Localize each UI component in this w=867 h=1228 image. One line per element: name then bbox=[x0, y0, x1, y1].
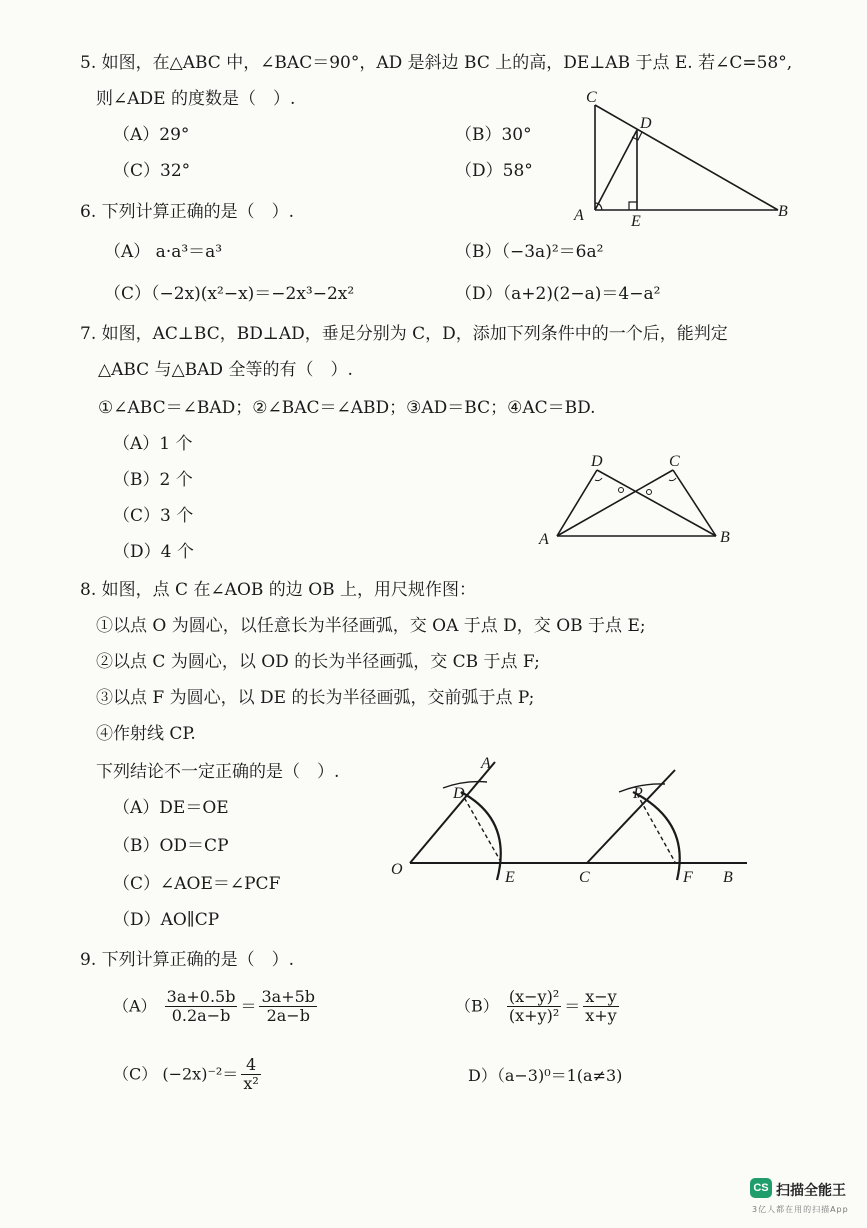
q9-b-tag: （B） bbox=[455, 996, 499, 1016]
q9-c-den: x² bbox=[243, 1074, 259, 1094]
q5-label-d: D bbox=[640, 115, 652, 132]
q9-b-num1: (x−y)² bbox=[508, 987, 560, 1006]
q9-a-num1: 3a+0.5b bbox=[166, 987, 236, 1006]
q8-construction-figure bbox=[385, 750, 755, 890]
q7-option-d[interactable]: （D）4 个 bbox=[113, 542, 194, 562]
q8-option-c[interactable]: （C）∠AOE＝∠PCF bbox=[113, 874, 281, 894]
q8-label-d: D bbox=[453, 785, 465, 802]
q8-step-2: ②以点 C 为圆心，以 OD 的长为半径画弧，交 CB 于点 F; bbox=[96, 652, 540, 672]
q7-conditions: ①∠ABC＝∠BAD；②∠BAC＝∠ABD；③AD＝BC；④AC＝BD. bbox=[98, 398, 596, 418]
q5-label-c: C bbox=[586, 89, 597, 106]
q5-option-a[interactable]: （A）29° bbox=[113, 125, 190, 145]
q5-triangle-figure bbox=[560, 80, 800, 230]
q9-a-fraction-left bbox=[165, 988, 238, 1026]
q8-label-o: O bbox=[391, 861, 403, 878]
q7-stem-line2: △ABC 与△BAD 全等的有（ ）. bbox=[98, 360, 353, 380]
q9-option-b[interactable] bbox=[455, 988, 622, 1026]
q5-option-b[interactable]: （B）30° bbox=[455, 125, 532, 145]
q8-label-b: B bbox=[723, 869, 733, 886]
q9-b-fraction-right bbox=[583, 988, 618, 1026]
q9-option-c[interactable] bbox=[113, 1056, 264, 1094]
q8-label-a: A bbox=[481, 755, 491, 772]
q7-stem-line1: 7. 如图，AC⊥BC，BD⊥AD，垂足分别为 C，D，添加下列条件中的一个后，能判定 bbox=[80, 324, 728, 344]
q5-label-e: E bbox=[631, 213, 641, 230]
q8-label-c: C bbox=[579, 869, 590, 886]
q9-c-lhs: (−2x)⁻²＝ bbox=[162, 1064, 239, 1084]
camscanner-tagline: 3亿人都在用的扫描App bbox=[752, 1205, 849, 1214]
q9-c-tag: （C） bbox=[113, 1064, 158, 1084]
q7-triangles-figure bbox=[535, 450, 745, 560]
q7-label-c: C bbox=[669, 453, 680, 470]
q7-label-d: D bbox=[591, 453, 603, 470]
q8-label-e: E bbox=[505, 869, 515, 886]
q8-question: 下列结论不一定正确的是（ ）. bbox=[96, 762, 340, 782]
q8-step-4: ④作射线 CP. bbox=[96, 724, 196, 744]
q8-step-3: ③以点 F 为圆心，以 DE 的长为半径画弧，交前弧于点 P; bbox=[96, 688, 535, 708]
q9-a-tag: （A） bbox=[113, 996, 157, 1016]
q8-option-b[interactable]: （B）OD＝CP bbox=[113, 836, 229, 856]
q7-option-b[interactable]: （B）2 个 bbox=[113, 470, 193, 490]
q6-option-d[interactable]: （D）（a+2)(2−a)＝4−a² bbox=[455, 284, 661, 304]
q9-a-den2: 2a−b bbox=[266, 1006, 310, 1026]
q9-c-num: 4 bbox=[241, 1056, 260, 1075]
q5-option-d[interactable]: （D）58° bbox=[455, 161, 533, 181]
q6-stem: 6. 下列计算正确的是（ ）. bbox=[80, 202, 295, 222]
q9-a-num2: 3a+5b bbox=[261, 987, 316, 1006]
q9-b-den2: x+y bbox=[585, 1006, 617, 1026]
q9-b-den1: (x+y)² bbox=[508, 1006, 560, 1026]
q9-c-fraction bbox=[241, 1056, 260, 1094]
q6-option-c[interactable]: （C）（−2x)(x²−x)＝−2x³−2x² bbox=[104, 284, 355, 304]
q9-b-equals: ＝ bbox=[564, 996, 581, 1016]
q9-b-fraction-left bbox=[507, 988, 561, 1026]
q9-stem: 9. 下列计算正确的是（ ）. bbox=[80, 950, 295, 970]
q5-stem-line2: 则∠ADE 的度数是（ ）. bbox=[96, 89, 296, 109]
q9-a-den1: 0.2a−b bbox=[171, 1006, 231, 1026]
q5-label-b: B bbox=[778, 203, 788, 220]
q9-a-equals: ＝ bbox=[240, 996, 257, 1016]
q5-option-c[interactable]: （C）32° bbox=[113, 161, 191, 181]
q9-b-num2: x−y bbox=[585, 987, 617, 1006]
q7-label-a: A bbox=[539, 531, 549, 548]
q6-option-b[interactable]: （B）（−3a)²＝6a² bbox=[455, 242, 604, 262]
camscanner-logo-icon: CS bbox=[750, 1178, 772, 1198]
q7-option-c[interactable]: （C）3 个 bbox=[113, 506, 194, 526]
q8-label-p: P bbox=[633, 785, 643, 802]
q5-label-a: A bbox=[574, 207, 584, 224]
q6-option-a[interactable]: （A） a·a³＝a³ bbox=[104, 242, 223, 262]
q7-label-b: B bbox=[720, 529, 730, 546]
q8-stem: 8. 如图，点 C 在∠AOB 的边 OB 上，用尺规作图： bbox=[80, 580, 477, 600]
q9-option-d[interactable]: D）（a−3)⁰＝1(a≠3) bbox=[468, 1066, 623, 1085]
q5-stem-line1: 5. 如图，在△ABC 中，∠BAC＝90°，AD 是斜边 BC 上的高，DE⊥AB 于点 E. 若∠C=58°, bbox=[80, 53, 793, 73]
q8-option-d[interactable]: （D）AO∥CP bbox=[113, 910, 220, 930]
q8-label-f: F bbox=[683, 869, 693, 886]
q7-option-a[interactable]: （A）1 个 bbox=[113, 434, 193, 454]
camscanner-app-name: 扫描全能王 bbox=[776, 1183, 846, 1199]
q9-option-a[interactable] bbox=[113, 988, 320, 1026]
q9-a-fraction-right bbox=[259, 988, 317, 1026]
q8-option-a[interactable]: （A）DE＝OE bbox=[113, 798, 229, 818]
q8-step-1: ①以点 O 为圆心，以任意长为半径画弧，交 OA 于点 D，交 OB 于点 E; bbox=[96, 616, 646, 636]
